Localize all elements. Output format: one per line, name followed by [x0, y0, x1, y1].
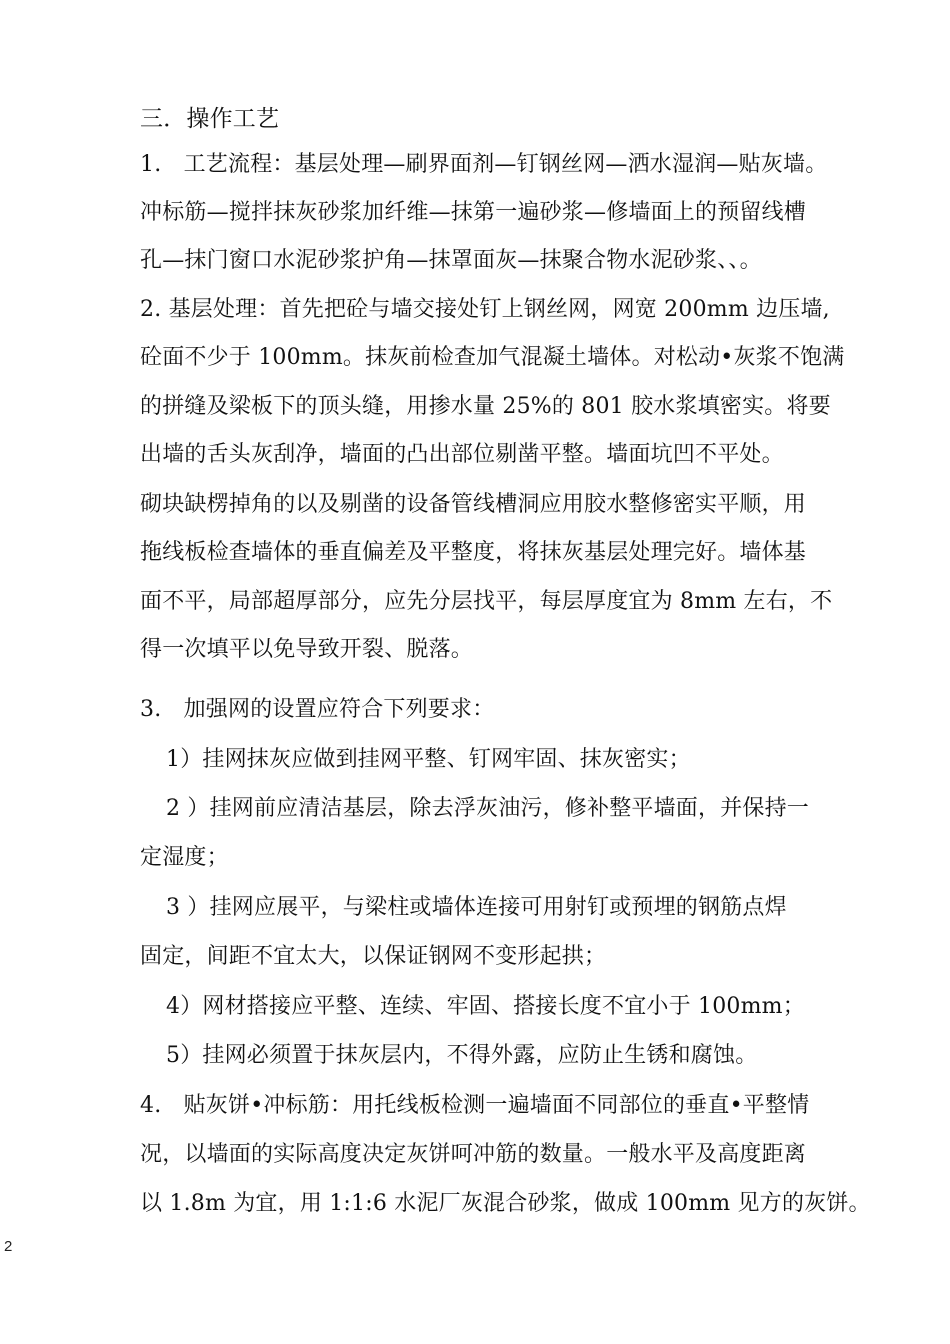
text-line: 拖线板检查墙体的垂直偏差及平整度，将抹灰基层处理完好。墙体基	[140, 540, 807, 565]
text-line: 固定，间距不宜太大，以保证钢网不变形起拱；	[140, 944, 607, 969]
text-line: 2. 基层处理：首先把砼与墙交接处钉上钢丝网，网宽 200mm 边压墙,	[140, 297, 830, 322]
text-line: 孔—抹门窗口水泥砂浆护角—抹罩面灰—抹聚合物水泥砂浆、、。	[140, 248, 762, 273]
text-line: 况，以墙面的实际高度决定灰饼呵冲筋的数量。一般水平及高度距离	[140, 1142, 807, 1167]
text-line: 3 ）挂网应展平，与梁柱或墙体连接可用射钉或预埋的钢筋点焊	[166, 895, 787, 920]
text-line: 4）网材搭接应平整、连续、牢固、搭接长度不宜小于 100mm；	[166, 994, 805, 1019]
text-line: 1. 工艺流程：基层处理—刷界面剂—钉钢丝网—洒水湿润—贴灰墙。	[140, 152, 828, 177]
page-number: 2	[4, 1238, 13, 1255]
text-line: 面不平，局部超厚部分，应先分层找平，每层厚度宜为 8mm 左右，不	[140, 589, 833, 614]
text-line: 2 ）挂网前应清洁基层，除去浮灰油污，修补整平墙面，并保持一	[166, 796, 809, 821]
text-line: 出墙的舌头灰刮净，墙面的凸出部位剔凿平整。墙面坑凹不平处。	[140, 442, 784, 467]
text-line: 砌块缺楞掉角的以及剔凿的设备管线槽洞应用胶水整修密实平顺，用	[140, 492, 807, 517]
text-line: 以 1.8m 为宜，用 1:1:6 水泥厂灰混合砂浆，做成 100mm 见方的灰饼。	[140, 1191, 871, 1216]
text-line: 1）挂网抹灰应做到挂网平整、钉网牢固、抹灰密实；	[166, 747, 691, 772]
text-line: 得一次填平以免导致开裂、脱落。	[140, 637, 474, 662]
text-line: 5）挂网必须置于抹灰层内，不得外露，应防止生锈和腐蚀。	[166, 1043, 758, 1068]
section-title: 三．操作工艺	[140, 106, 280, 132]
text-line: 冲标筋—搅拌抹灰砂浆加纤维—抹第一遍砂浆—修墙面上的预留线槽	[140, 200, 807, 225]
text-line: 的拼缝及梁板下的顶头缝，用掺水量 25%的 801 胶水浆填密实。将要	[140, 394, 831, 419]
text-line: 砼面不少于 100mm。抹灰前检查加气混凝土墙体。对松动•灰浆不饱满	[140, 345, 845, 370]
text-line: 4. 贴灰饼•冲标筋：用托线板检测一遍墙面不同部位的垂直•平整情	[140, 1093, 810, 1118]
text-line: 定湿度；	[140, 845, 229, 870]
text-line: 3. 加强网的设置应符合下列要求：	[140, 697, 495, 722]
